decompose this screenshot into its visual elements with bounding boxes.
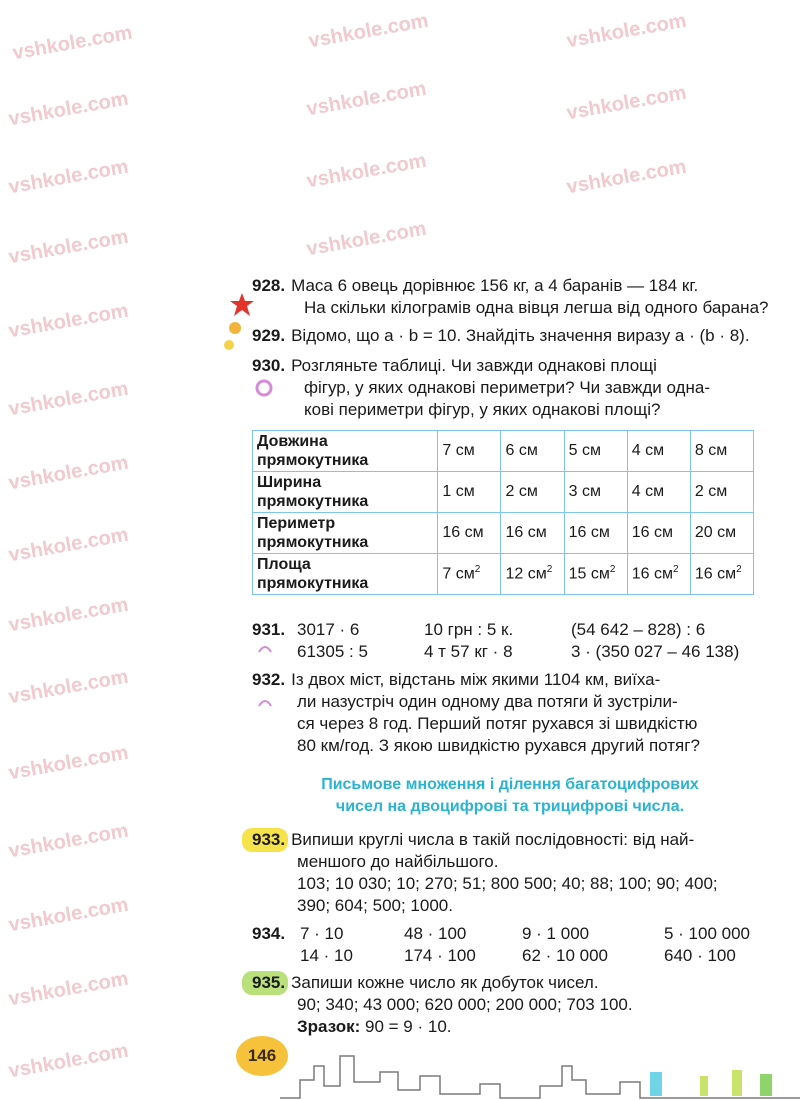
table-cell: 6 см — [501, 431, 564, 472]
table-cell: 12 $см^2$ — [501, 554, 564, 595]
problem-932-line1 — [252, 670, 660, 690]
decor-icon — [258, 696, 272, 708]
problem-933-line1 — [252, 830, 694, 850]
expression: 3 · (350 027 – 46 138) — [571, 642, 740, 661]
expression: 640 · 100 — [664, 946, 736, 965]
problem-text: фігур, у яких однакові периметри? Чи завжди одна- — [304, 378, 710, 397]
problem-text: Відомо, що a · b = 10. Знайдіть значення виразу a · (b · 8). — [291, 326, 750, 345]
row-header: Ширина прямокутника — [253, 472, 438, 513]
row-header: Площа прямокутника — [253, 554, 438, 595]
problem-933-line4: 390; 604; 500; 1000. — [297, 896, 453, 915]
problem-number: 931. — [252, 620, 286, 639]
problem-934-number — [252, 924, 291, 944]
sun-icon — [221, 337, 237, 353]
flower-icon — [253, 377, 275, 399]
problem-text: На скільки кілограмів одна вівця легша від одного барана? — [304, 298, 769, 317]
table-cell: 1 см — [438, 472, 501, 513]
row-header: Довжина прямокутника — [253, 431, 438, 472]
problem-933-line2: меншого до найбільшого. — [297, 852, 499, 871]
problem-932-line2: ли назустріч один одному два потяги й зустріли- — [297, 692, 678, 711]
expression: 10 грн : 5 к. — [424, 620, 514, 639]
problem-935-line2: 90; 340; 43 000; 620 000; 200 000; 703 100. — [297, 995, 633, 1014]
heading-line: чисел на двоцифрові та трицифрові числа. — [335, 798, 685, 815]
problem-number: 930. — [252, 356, 286, 375]
expression: 61305 : 5 — [297, 642, 368, 661]
table-cell: 7 $см^2$ — [438, 554, 501, 595]
watermark: vshkole.com — [306, 9, 431, 53]
expression: 14 · 10 — [300, 946, 353, 965]
watermark: vshkole.com — [6, 155, 131, 199]
problem-number: 929. — [252, 326, 286, 345]
expression: 9 · 1 000 — [522, 924, 590, 943]
problem-text: Із двох міст, відстань між якими 1104 км, виїха- — [291, 670, 661, 689]
problem-930-line3 — [304, 400, 660, 420]
sample-label: Зразок: — [297, 1017, 361, 1036]
table-cell: 16 см — [564, 513, 627, 554]
table-row — [253, 431, 754, 472]
problem-931-number — [252, 620, 291, 640]
table-cell: 16 см — [438, 513, 501, 554]
problem-935-sample — [297, 1017, 452, 1037]
problem-text: Випиши круглі числа в такій послідовності: від най- — [291, 830, 695, 849]
problem-number: 934. — [252, 924, 286, 943]
watermark: vshkole.com — [6, 523, 131, 567]
problem-number: 932. — [252, 670, 286, 689]
table-cell: 16 см — [501, 513, 564, 554]
watermark: vshkole.com — [304, 217, 429, 261]
watermark: vshkole.com — [6, 451, 131, 495]
expression: 5 · 100 000 — [664, 924, 751, 943]
watermark: vshkole.com — [6, 377, 131, 421]
problem-text: кові периметри фігур, у яких однакові площі? — [304, 400, 661, 419]
watermark: vshkole.com — [6, 225, 131, 269]
table-row — [253, 513, 754, 554]
watermark: vshkole.com — [6, 741, 131, 785]
table-cell: 5 см — [564, 431, 627, 472]
watermark: vshkole.com — [6, 299, 131, 343]
watermark: vshkole.com — [304, 149, 429, 193]
problem-text: Маса 6 овець дорівнює 156 кг, а 4 баранів — 184 кг. — [291, 276, 699, 295]
problem-932-line4: 80 км/год. З якою швидкістю рухався другий потяг? — [297, 736, 700, 755]
watermark: vshkole.com — [6, 893, 131, 937]
problem-number: 928. — [252, 276, 286, 295]
table-row — [253, 554, 754, 595]
table-cell: 4 см — [627, 431, 690, 472]
row-header: Периметр прямокутника — [253, 513, 438, 554]
expression: 62 · 10 000 — [522, 946, 609, 965]
rectangle-table — [252, 430, 754, 595]
expression: (54 642 – 828) : 6 — [571, 620, 706, 639]
expression: 174 · 100 — [404, 946, 476, 965]
watermark: vshkole.com — [6, 967, 131, 1011]
problem-930-line2 — [304, 378, 710, 398]
watermark: vshkole.com — [6, 1039, 131, 1083]
table-cell: 20 см — [690, 513, 753, 554]
watermark: vshkole.com — [564, 81, 689, 125]
table-row — [253, 472, 754, 513]
problem-number: 935. — [252, 973, 286, 992]
table-cell: 4 см — [627, 472, 690, 513]
page-number: 146 — [236, 1036, 288, 1076]
problem-929 — [252, 326, 750, 346]
watermark: vshkole.com — [10, 21, 135, 65]
table-cell: 2 см — [690, 472, 753, 513]
table-cell: 15 $см^2$ — [564, 554, 627, 595]
sample-value: 90 = 9 · 10. — [365, 1017, 452, 1036]
problem-928-line2 — [304, 298, 768, 318]
heading-line: Письмове множення і ділення багатоцифрових — [321, 776, 699, 793]
table-cell: 8 см — [690, 431, 753, 472]
city-skyline-icon — [280, 1036, 800, 1100]
table-cell: 3 см — [564, 472, 627, 513]
table-cell: 16 см — [627, 513, 690, 554]
problem-930-line1 — [252, 356, 657, 376]
problem-text: Розгляньте таблиці. Чи завжди однакові площі — [291, 356, 657, 375]
expression: 48 · 100 — [404, 924, 467, 943]
table-cell: 7 см — [438, 431, 501, 472]
problem-933-line3: 103; 10 030; 10; 270; 51; 800 500; 40; 88; 100; 90; 400; — [297, 874, 718, 893]
problem-text: Запиши кожне число як добуток чисел. — [291, 973, 599, 992]
table-cell: 16 $см^2$ — [627, 554, 690, 595]
decor-icon — [258, 642, 272, 654]
expression: 3017 · 6 — [297, 620, 360, 639]
sun-icon — [225, 318, 245, 338]
problem-935-line1 — [252, 973, 599, 993]
watermark: vshkole.com — [304, 77, 429, 121]
table-cell: 2 см — [501, 472, 564, 513]
expression: 4 т 57 кг · 8 — [424, 642, 513, 661]
expression: 7 · 10 — [300, 924, 344, 943]
problem-932-line3: ся через 8 год. Перший потяг рухався зі швидкістю — [297, 714, 698, 733]
section-heading — [250, 774, 770, 818]
table-cell: 16 $см^2$ — [690, 554, 753, 595]
problem-number: 933. — [252, 830, 286, 849]
watermark: vshkole.com — [6, 87, 131, 131]
watermark: vshkole.com — [6, 665, 131, 709]
watermark: vshkole.com — [6, 819, 131, 863]
watermark: vshkole.com — [564, 9, 689, 53]
watermark: vshkole.com — [6, 593, 131, 637]
watermark: vshkole.com — [564, 155, 689, 199]
problem-928-line1 — [252, 276, 698, 296]
